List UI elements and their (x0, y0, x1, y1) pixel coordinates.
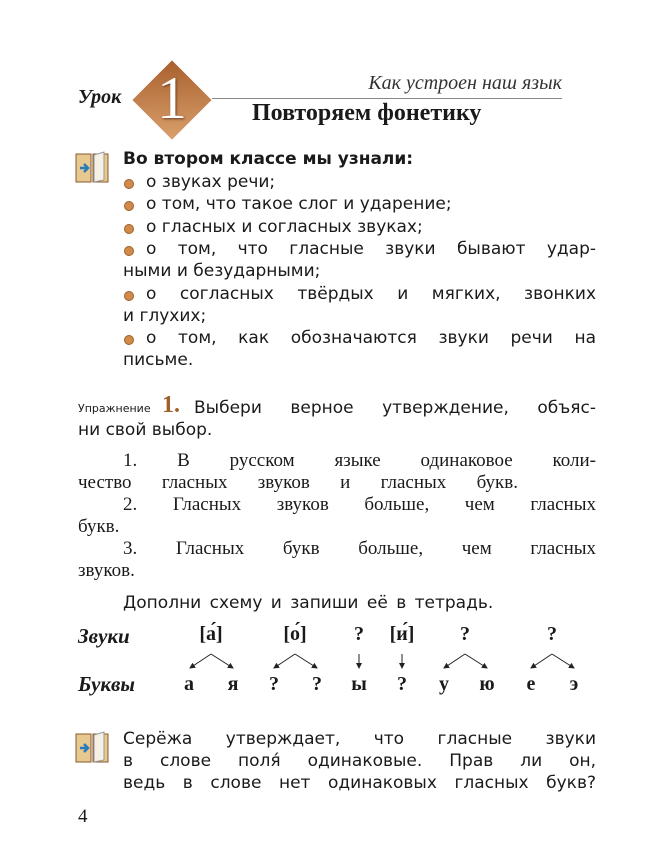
exercise-task-line: ни свой выбор. (78, 420, 213, 440)
sounds-label: Звуки (78, 624, 130, 648)
sound-cell: ? (547, 623, 557, 645)
letter-cell: е (526, 673, 536, 695)
statement-line: 3. Гласных букв больше, чем гласных (123, 538, 596, 559)
lesson-word: Урок (78, 86, 122, 108)
intro-line: о том, что гласные звуки бывают удар- (146, 238, 596, 259)
statement-line: звуков. (78, 560, 135, 581)
instruction: Дополни схему и запиши её в тетрадь. (123, 593, 494, 613)
intro-line: письме. (123, 350, 194, 371)
intro-line: и глухих; (123, 305, 207, 326)
letter-cell: ? (312, 673, 322, 695)
intro-line: о том, как обозначаются звуки речи на (146, 328, 596, 349)
letter-cell: э (569, 673, 579, 695)
sound-cell: ? (354, 623, 364, 645)
statement-line: 2. Гласных звуков больше, чем гласных (123, 494, 596, 515)
page-number: 4 (78, 806, 88, 827)
question-line: ведь в слове нет одинаковых гласных букв? (123, 773, 596, 793)
intro-heading: Во втором классе мы узнали: (123, 149, 414, 169)
letter-cell: ы (351, 673, 367, 695)
exercise-task-line: Выбери верное утверждение, объяс- (194, 398, 596, 418)
question-line: Серёжа утверждает, что гласные звуки (123, 729, 596, 749)
intro-line: о звуках речи; (146, 172, 276, 192)
statement-line: 1. В русском языке одинаковое коли- (123, 450, 596, 471)
lesson-number: 1 (157, 65, 187, 131)
sound-cell: [и́] (389, 623, 415, 645)
intro-line: о том, что такое слог и ударение; (146, 194, 452, 215)
intro-line: ными и безударными; (123, 261, 321, 282)
intro-line: о согласных твёрдых и мягких, звонких (146, 283, 596, 304)
book-icon (74, 730, 110, 771)
statement-line: букв. (78, 516, 120, 537)
exercise-label: Упражнение (78, 402, 151, 415)
page-title: Повторяем фонетику (252, 100, 482, 126)
letters-label: Буквы (78, 672, 136, 696)
sound-cell: [а́] (199, 623, 223, 645)
exercise-number: 1. (162, 392, 180, 418)
section-title: Как устроен наш язык (368, 72, 562, 94)
sound-cell: ? (460, 623, 470, 645)
question-line: в слове поля́ одинаковые. Прав ли он, (123, 751, 596, 771)
letter-cell: я (227, 673, 239, 695)
intro-line: о гласных и согласных звуках; (146, 216, 423, 237)
statement-line: чество гласных звуков и гласных букв. (78, 472, 518, 493)
letter-cell: ю (479, 673, 495, 695)
letter-cell: а (184, 673, 194, 695)
letter-cell: ? (269, 673, 279, 695)
letter-cell: у (439, 673, 449, 695)
letter-cell: ? (397, 673, 407, 695)
sound-cell: [о́] (283, 623, 307, 645)
